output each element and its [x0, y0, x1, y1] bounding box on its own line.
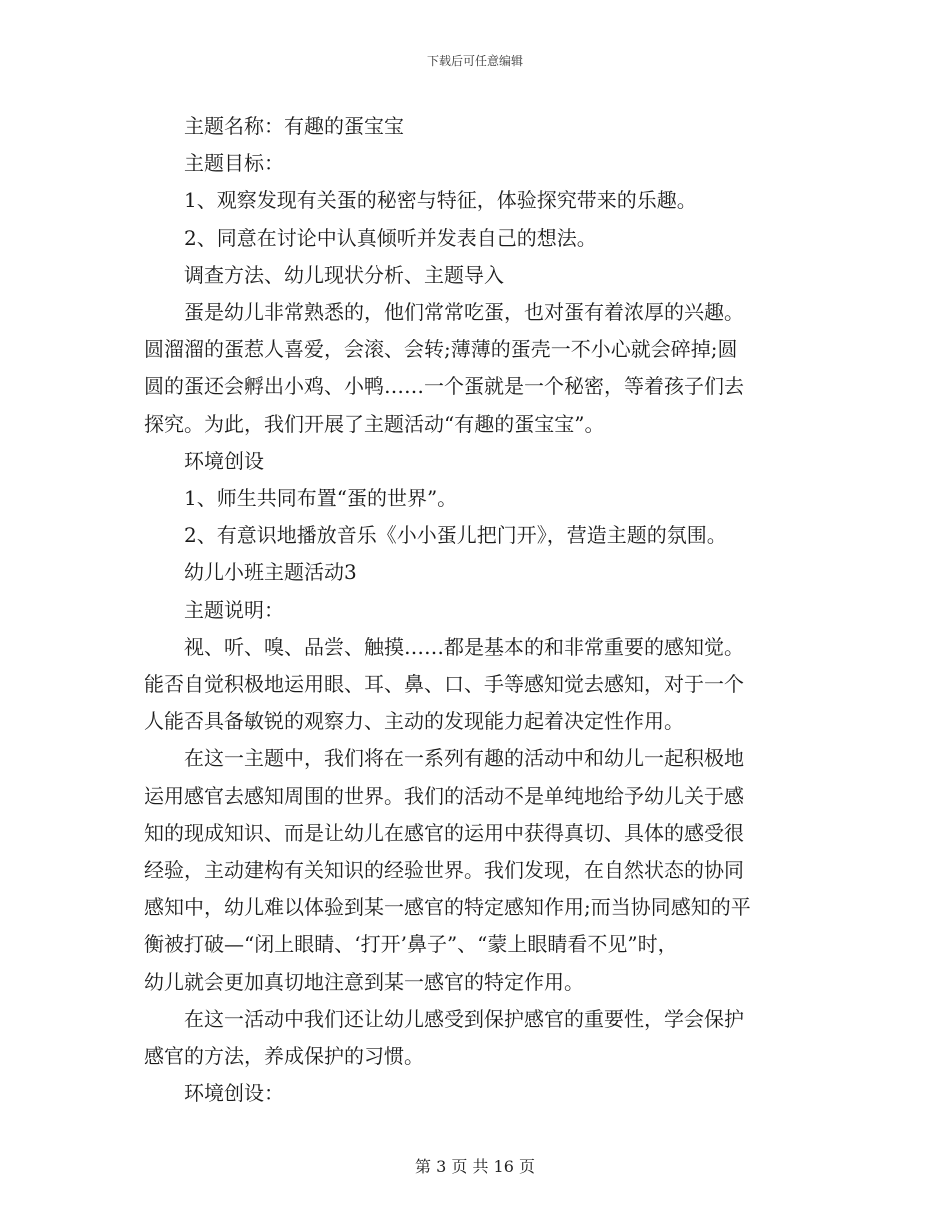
text-line: 1、观察发现有关蛋的秘密与特征，体验探究带来的乐趣。	[144, 188, 697, 213]
text-line: 探究。为此，我们开展了主题活动“有趣的蛋宝宝”。	[144, 411, 605, 436]
page-header: 下载后可任意编辑	[426, 54, 523, 68]
text-line: 知的现成知识、而是让幼儿在感官的运用中获得真切、具体的感受很	[144, 820, 744, 845]
text-line: 经验，主动建构有关知识的经验世界。我们发现，在自然状态的协同	[144, 858, 744, 883]
text-line: 视、听、嗅、品尝、触摸……都是基本的和非常重要的感知觉。	[144, 634, 744, 659]
text-line: 衡被打破—“闭上眼睛、‘打开’鼻子”、“蒙上眼睛看不见”时，	[144, 932, 678, 957]
text-line: 主题目标：	[144, 151, 284, 176]
text-line: 蛋是幼儿非常熟悉的，他们常常吃蛋，也对蛋有着浓厚的兴趣。	[144, 300, 744, 325]
text-line: 感知中，幼儿难以体验到某一感官的特定感知作用;而当协同感知的平	[144, 895, 751, 920]
text-line: 环境创设：	[144, 1081, 284, 1106]
text-line: 圆溜溜的蛋惹人喜爱，会滚、会转;薄薄的蛋壳一不小心就会碎掉;圆	[144, 337, 738, 362]
text-line: 能否自觉积极地运用眼、耳、鼻、口、手等感知觉去感知，对于一个	[144, 672, 744, 697]
text-line: 运用感官去感知周围的世界。我们的活动不是单纯地给予幼儿关于感	[144, 783, 744, 808]
text-line: 调查方法、幼儿现状分析、主题导入	[144, 262, 504, 287]
text-line: 1、师生共同布置“蛋的世界”。	[144, 486, 458, 511]
text-line: 在这一主题中，我们将在一系列有趣的活动中和幼儿一起积极地	[144, 746, 744, 771]
text-line: 圆的蛋还会孵出小鸡、小鸭……一个蛋就是一个秘密，等着孩子们去	[144, 374, 744, 399]
text-line: 幼儿就会更加真切地注意到某一感官的特定作用。	[144, 969, 584, 994]
text-line: 2、有意识地播放音乐《小小蛋儿把门开》，营造主题的氛围。	[144, 523, 727, 548]
document-body	[144, 108, 804, 1112]
text-line: 在这一活动中我们还让幼儿感受到保护感官的重要性，学会保护	[144, 1006, 744, 1031]
text-line: 2、同意在讨论中认真倾听并发表自己的想法。	[144, 225, 597, 250]
text-line: 人能否具备敏锐的观察力、主动的发现能力起着决定性作用。	[144, 709, 684, 734]
text-line: 主题名称：有趣的蛋宝宝	[144, 114, 404, 138]
page-footer: 第 3 页 共 16 页	[415, 1157, 535, 1176]
text-line: 主题说明：	[144, 597, 284, 622]
text-line: 幼儿小班主题活动3	[144, 560, 357, 585]
text-line: 环境创设	[144, 448, 264, 473]
text-line: 感官的方法，养成保护的习惯。	[144, 1044, 424, 1069]
